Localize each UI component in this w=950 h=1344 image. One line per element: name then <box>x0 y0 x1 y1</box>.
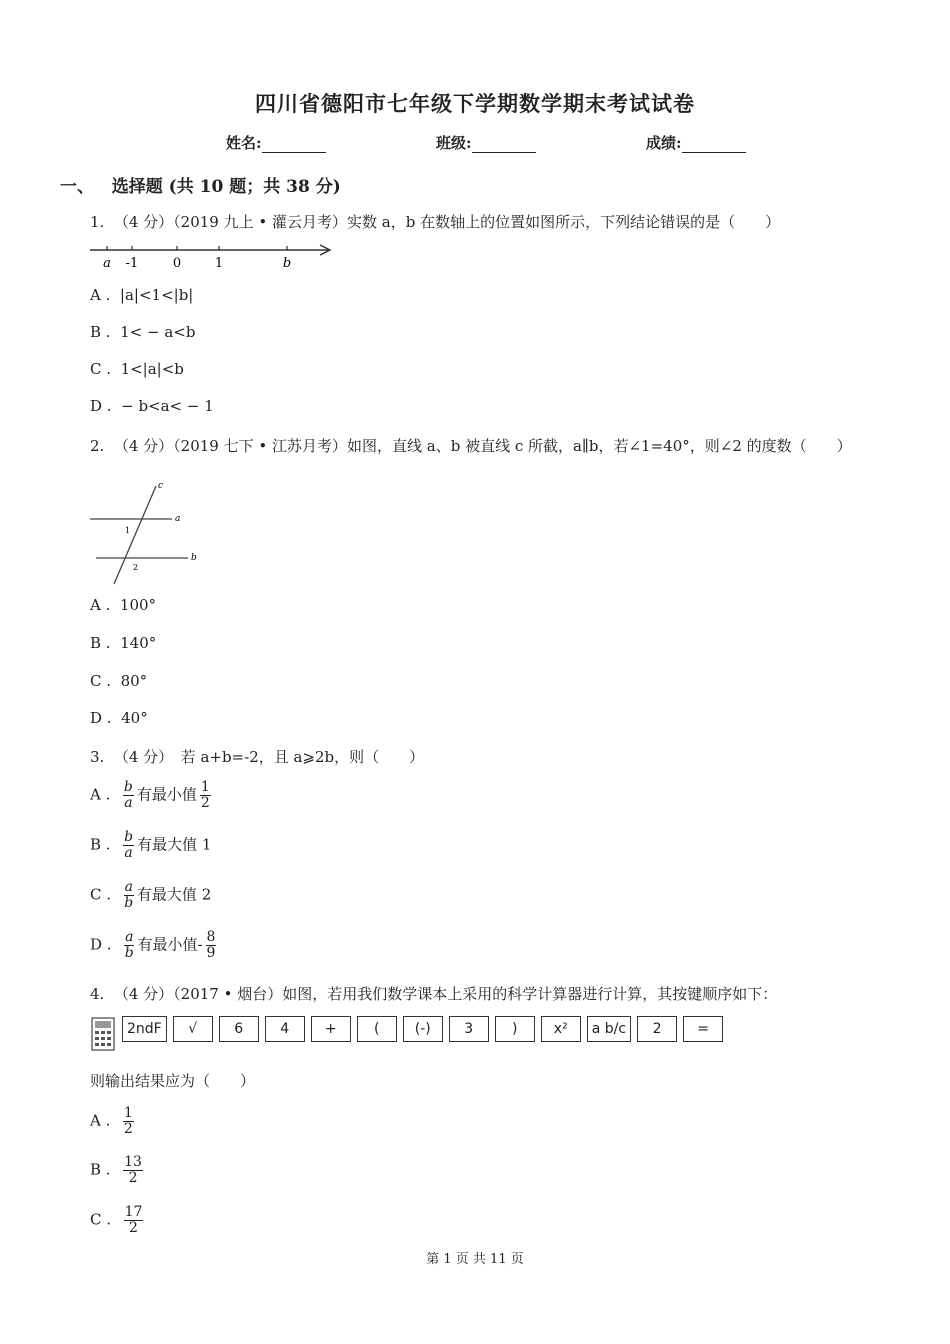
fraction <box>124 930 134 961</box>
fraction <box>123 780 134 811</box>
class-field <box>436 132 536 153</box>
key-plus: + <box>311 1016 351 1042</box>
question-number: 4. <box>90 985 105 1003</box>
option-label: A . <box>90 1111 111 1130</box>
option-text: 有最大值 1 <box>137 835 212 854</box>
question-stem: （4 分）（2017 • 烟台）如图，若用我们数学课本上采用的科学计算器进行计算，其按键顺序如下： <box>113 985 778 1003</box>
question-number: 3. <box>90 748 105 766</box>
fraction-numerator: a <box>125 929 134 945</box>
numberline-label-neg1: -1 <box>125 256 139 271</box>
question-stem: （4 分） 若 a+b=-2，且 a⩾2b，则（ ） <box>113 748 425 766</box>
question-number: 2. <box>90 437 105 455</box>
line-label-a: a <box>175 514 181 524</box>
question-4 <box>90 983 777 1004</box>
option-label: D . <box>90 709 112 727</box>
option-1b[interactable] <box>90 323 195 341</box>
calculator-key-sequence <box>90 1016 723 1052</box>
value-fraction <box>123 1155 143 1186</box>
fraction-denominator: b <box>124 895 134 911</box>
name-label: 姓名: <box>226 134 262 152</box>
fraction-denominator: 2 <box>200 795 210 811</box>
option-4c[interactable] <box>90 1205 146 1236</box>
numberline-label-b: b <box>282 256 292 271</box>
option-3b[interactable] <box>90 830 211 861</box>
value-fraction <box>124 1205 144 1236</box>
question-4-followup: 则输出结果应为（ ） <box>90 1072 256 1090</box>
option-text: 140° <box>120 634 157 652</box>
parallel-lines-figure <box>88 478 203 588</box>
fraction-denominator: a <box>124 845 133 861</box>
key-4: 4 <box>265 1016 305 1042</box>
option-text: 40° <box>121 709 148 727</box>
option-text: 80° <box>120 672 148 690</box>
option-label: A . <box>90 785 111 804</box>
option-1c[interactable] <box>90 360 184 378</box>
number-line-figure <box>88 240 338 272</box>
question-1 <box>90 211 780 232</box>
option-3d[interactable] <box>90 930 219 961</box>
option-3a[interactable] <box>90 780 214 811</box>
question-stem: （4 分）（2019 九上 • 灌云月考）实数 a，b 在数轴上的位置如图所示，下列结论错误的是（ ） <box>113 213 781 231</box>
fraction-denominator: b <box>124 945 134 961</box>
numberline-label-1: 1 <box>214 256 224 271</box>
fraction-numerator: b <box>124 829 134 845</box>
fraction-numerator: 17 <box>124 1204 143 1220</box>
angle-label-1: 1 <box>125 526 131 535</box>
fraction-denominator: 2 <box>129 1220 138 1236</box>
fraction-denominator: a <box>124 795 133 811</box>
fraction-denominator: 2 <box>128 1170 138 1186</box>
line-label-b: b <box>191 553 197 563</box>
option-text: 1< − a<b <box>120 323 196 341</box>
fraction-numerator: 1 <box>200 779 210 795</box>
score-field <box>646 132 746 153</box>
option-text: |a|<1<|b| <box>119 286 194 304</box>
section-heading <box>60 172 341 197</box>
fraction-denominator: 9 <box>206 945 216 961</box>
key-negative: (-) <box>403 1016 443 1042</box>
key-sqrt: √ <box>173 1016 213 1042</box>
page-title: 四川省德阳市七年级下学期数学期末考试试卷 <box>255 91 695 116</box>
angle-label-2: 2 <box>133 563 139 572</box>
fraction-numerator: b <box>123 779 133 795</box>
option-label: C . <box>90 672 112 690</box>
fraction <box>124 880 134 911</box>
option-label: C . <box>90 1210 112 1229</box>
option-2a[interactable] <box>90 596 156 614</box>
key-2: 2 <box>637 1016 677 1042</box>
option-label: D . <box>90 935 112 954</box>
key-3: 3 <box>449 1016 489 1042</box>
key-open-paren: ( <box>357 1016 397 1042</box>
option-2b[interactable] <box>90 634 156 652</box>
name-field <box>226 132 326 153</box>
fraction-numerator: a <box>124 879 133 895</box>
value-fraction <box>123 1106 134 1137</box>
option-label: A . <box>90 596 111 614</box>
option-2d[interactable] <box>90 709 148 727</box>
option-text: 有最小值 <box>136 785 197 804</box>
option-1d[interactable] <box>90 397 214 415</box>
value-fraction <box>200 780 211 811</box>
option-label: B . <box>90 835 111 854</box>
option-4b[interactable] <box>90 1155 146 1186</box>
numberline-label-0: 0 <box>172 256 182 271</box>
score-label: 成绩: <box>646 134 682 152</box>
question-stem: （4 分）（2019 七下 • 江苏月考）如图，直线 a、b 被直线 c 所截，a∥b，若∠1=40°，则∠2 的度数（ ） <box>113 437 852 455</box>
section-title: 选择题 (共 10 题；共 38 分) <box>111 177 341 197</box>
fraction-numerator: 13 <box>124 1154 142 1170</box>
option-label: B . <box>90 634 111 652</box>
fraction-denominator: 2 <box>123 1121 133 1137</box>
question-2 <box>90 435 852 456</box>
option-label: B . <box>90 323 111 341</box>
class-blank <box>472 137 536 153</box>
class-label: 班级: <box>436 134 472 152</box>
line-label-c: c <box>158 481 164 491</box>
option-3c[interactable] <box>90 880 211 911</box>
value-fraction <box>206 930 217 961</box>
key-2ndf: 2ndF <box>122 1016 167 1042</box>
question-number: 1. <box>90 213 105 231</box>
option-4a[interactable] <box>90 1106 137 1137</box>
fraction-numerator: 1 <box>123 1105 133 1121</box>
option-label: D . <box>90 397 112 415</box>
page-footer: 第 1 页 共 11 页 <box>426 1252 524 1267</box>
key-close-paren: ) <box>495 1016 535 1042</box>
option-text: 100° <box>119 596 157 614</box>
option-text: 1<|a|<b <box>120 360 184 378</box>
numberline-label-a: a <box>103 256 111 271</box>
option-1a[interactable] <box>90 286 193 304</box>
option-label: B . <box>90 1160 111 1179</box>
score-blank <box>682 137 746 153</box>
key-fraction: a b/c <box>587 1016 631 1042</box>
option-text: − b<a< − 1 <box>121 397 214 415</box>
question-3 <box>90 746 424 767</box>
calculator-icon <box>90 1016 116 1052</box>
key-x-squared: x² <box>541 1016 581 1042</box>
key-equals: = <box>683 1016 723 1042</box>
option-text: 有最大值 2 <box>136 885 212 904</box>
option-label: A . <box>90 286 111 304</box>
name-blank <box>262 137 326 153</box>
option-2c[interactable] <box>90 672 147 690</box>
key-6: 6 <box>219 1016 259 1042</box>
option-text: 有最小值- <box>137 935 203 954</box>
option-label: C . <box>90 885 112 904</box>
section-number: 一、 <box>60 177 94 197</box>
fraction <box>123 830 134 861</box>
option-label: C . <box>90 360 112 378</box>
fraction-numerator: 8 <box>206 929 216 945</box>
